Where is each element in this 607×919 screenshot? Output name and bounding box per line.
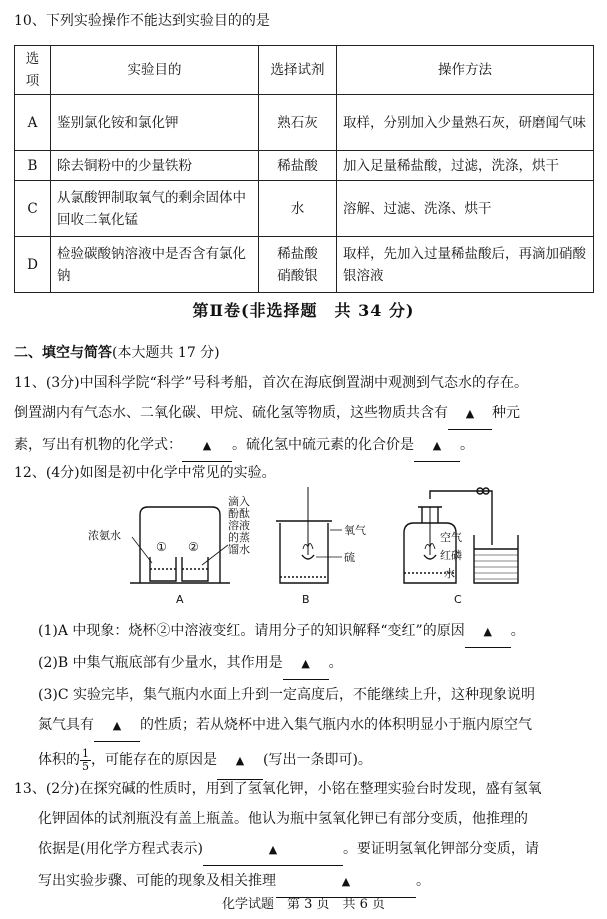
q12-part3-line2 — [14, 710, 596, 742]
question-11 — [14, 368, 596, 462]
reagent-cell: 稀盐酸 — [259, 151, 337, 181]
answer-blank[interactable] — [203, 834, 343, 866]
caption-b: B — [302, 593, 310, 606]
label-beaker-1: ① — [156, 540, 167, 554]
question-13 — [14, 774, 596, 898]
answer-blank[interactable] — [283, 648, 329, 680]
q12-text: ，可能存在的原因是 — [91, 752, 217, 768]
q11-text: 。硫化氢中硫元素的化合价是 — [232, 437, 414, 453]
q12-text: 的性质；若从烧杯中进入集气瓶内水的体积明显小于瓶内原空气 — [140, 717, 532, 733]
blank-marker: ▲ — [483, 625, 492, 638]
q11-text: 倒置湖内有气态水、二氧化碳、甲烷、硫化氢等物质，这些物质共含有 — [14, 405, 448, 421]
q12-part1 — [14, 616, 596, 648]
q13-text: 。 — [416, 873, 430, 889]
blank-marker: ▲ — [112, 719, 122, 732]
gas-jar — [280, 523, 328, 583]
q12-text: 。 — [510, 623, 525, 639]
q13-line2: 化钾固体的试剂瓶没有盖上瓶盖。他认为瓶中氢氧化钾已有部分变质，他推理的 — [38, 811, 528, 827]
caption-c: C — [454, 593, 462, 606]
purpose-cell: 从氯酸钾制取氧气的剩余固体中回收二氧化锰 — [51, 181, 259, 237]
figure-b — [276, 487, 342, 583]
blank-marker: ▲ — [202, 439, 212, 452]
leader-line — [132, 537, 152, 563]
method-cell: 取样，先加入过量稀盐酸后，再滴加硝酸银溶液 — [337, 237, 594, 293]
question-12-parts — [14, 616, 596, 780]
table-row — [15, 151, 594, 181]
figure-a — [130, 507, 230, 583]
table-row — [15, 237, 594, 293]
q12-text: 。 — [328, 655, 343, 671]
part-heading — [14, 342, 220, 362]
blank-marker: ▲ — [341, 875, 351, 888]
fraction-denominator: 5 — [82, 759, 89, 773]
label-oxygen: 氧气 — [344, 524, 366, 537]
q12-part3: (3)C 实验完毕，集气瓶内水面上升到一定高度后，不能继续上升，这种现象说明 — [38, 687, 535, 703]
option-label: D — [15, 237, 51, 293]
question-10-table — [14, 45, 594, 293]
purpose-cell: 除去铜粉中的少量铁粉 — [51, 151, 259, 181]
experiment-figure — [80, 485, 520, 610]
caption-a: A — [176, 593, 184, 606]
q13-line3 — [14, 834, 596, 866]
q11-text: 。 — [460, 437, 474, 453]
method-cell: 溶解、过滤、洗涤、烘干 — [337, 181, 594, 237]
label-sulfur: 硫 — [344, 551, 355, 564]
fraction-one-fifth — [80, 748, 91, 773]
option-label: A — [15, 95, 51, 151]
q11-line1: 11、(3分)中国科学院“科学”号科考船，首次在海底倒置湖中观测到气态水的存在。 — [14, 375, 528, 391]
question-12-stem: 12、(4分)如图是初中化学中常见的实验。 — [14, 465, 276, 481]
reagent-cell: 水 — [259, 181, 337, 237]
header-purpose: 实验目的 — [51, 46, 259, 95]
label-red-phosphorus: 红磷 — [440, 549, 462, 562]
leader-line — [202, 545, 228, 565]
q12-text: (写出一条即可)。 — [263, 752, 372, 768]
part-note: (本大题共 17 分) — [112, 345, 220, 361]
q13-line1: 13、(2分)在探究碱的性质时，用到了氢氧化钾，小铭在整理实验台时发现，盛有氢氧 — [14, 781, 542, 797]
q13-text: 。要证明氢氧化钾部分变质，请 — [342, 841, 539, 857]
q13-text: 写出实验步骤、可能的现象及相关推理 — [38, 873, 276, 889]
label-air: 空气 — [440, 531, 462, 544]
q11-line2 — [14, 398, 596, 430]
option-label: C — [15, 181, 51, 237]
method-cell: 加入足量稀盐酸，过滤，洗涤，烘干 — [337, 151, 594, 181]
page-footer: 化学试题 第 3 页 共 6 页 — [221, 897, 386, 912]
q12-text: (1)A 中现象：烧杯②中溶液变红。请用分子的知识解释“变红”的原因 — [38, 623, 465, 639]
water-beaker — [474, 535, 518, 583]
blank-marker: ▲ — [268, 843, 278, 856]
purpose-cell: 检验碳酸钠溶液中是否含有氯化钠 — [51, 237, 259, 293]
answer-blank[interactable] — [448, 398, 492, 430]
label-phenolphthalein: 滴入 酚酞 溶液 的蒸 馏水 — [228, 495, 250, 556]
option-label: B — [15, 151, 51, 181]
q12-text: 氮气具有 — [38, 717, 94, 733]
label-beaker-2: ② — [188, 540, 199, 554]
header-method: 操作方法 — [337, 46, 594, 95]
label-ammonia: 浓氨水 — [88, 529, 121, 542]
spoon — [302, 555, 314, 559]
q11-text: 素，写出有机物的化学式： — [14, 437, 182, 453]
q13-text: 依据是(用化学方程式表示) — [38, 841, 203, 857]
q11-text: 种元 — [492, 405, 520, 421]
blank-marker: ▲ — [432, 439, 442, 452]
header-option: 选项 — [15, 46, 51, 95]
part-title: 二、填空与简答 — [14, 345, 112, 361]
q12-text: (2)B 中集气瓶底部有少量水，其作用是 — [38, 655, 283, 671]
table-header-row — [15, 46, 594, 95]
blank-marker: ▲ — [465, 407, 475, 420]
table-row — [15, 95, 594, 151]
answer-blank[interactable] — [465, 616, 511, 648]
q12-text: 体积的 — [38, 752, 80, 768]
reagent-cell: 稀盐酸 硝酸银 — [259, 237, 337, 293]
section-title: 第Ⅱ卷(非选择题 共 34 分) — [192, 301, 415, 320]
table-row — [15, 181, 594, 237]
label-water: 水 — [444, 567, 455, 580]
purpose-cell: 鉴别氯化铵和氯化钾 — [51, 95, 259, 151]
blank-marker: ▲ — [235, 754, 245, 767]
method-cell: 取样，分别加入少量熟石灰，研磨闻气味 — [337, 95, 594, 151]
spoon — [424, 555, 436, 559]
blank-marker: ▲ — [301, 657, 310, 670]
question-10-stem: 10、下列实验操作不能达到实验目的的是 — [14, 13, 270, 29]
header-reagent: 选择试剂 — [259, 46, 337, 95]
reagent-cell: 熟石灰 — [259, 95, 337, 151]
fraction-numerator: 1 — [82, 746, 89, 760]
answer-blank[interactable] — [94, 710, 140, 742]
q12-part2 — [14, 648, 596, 680]
